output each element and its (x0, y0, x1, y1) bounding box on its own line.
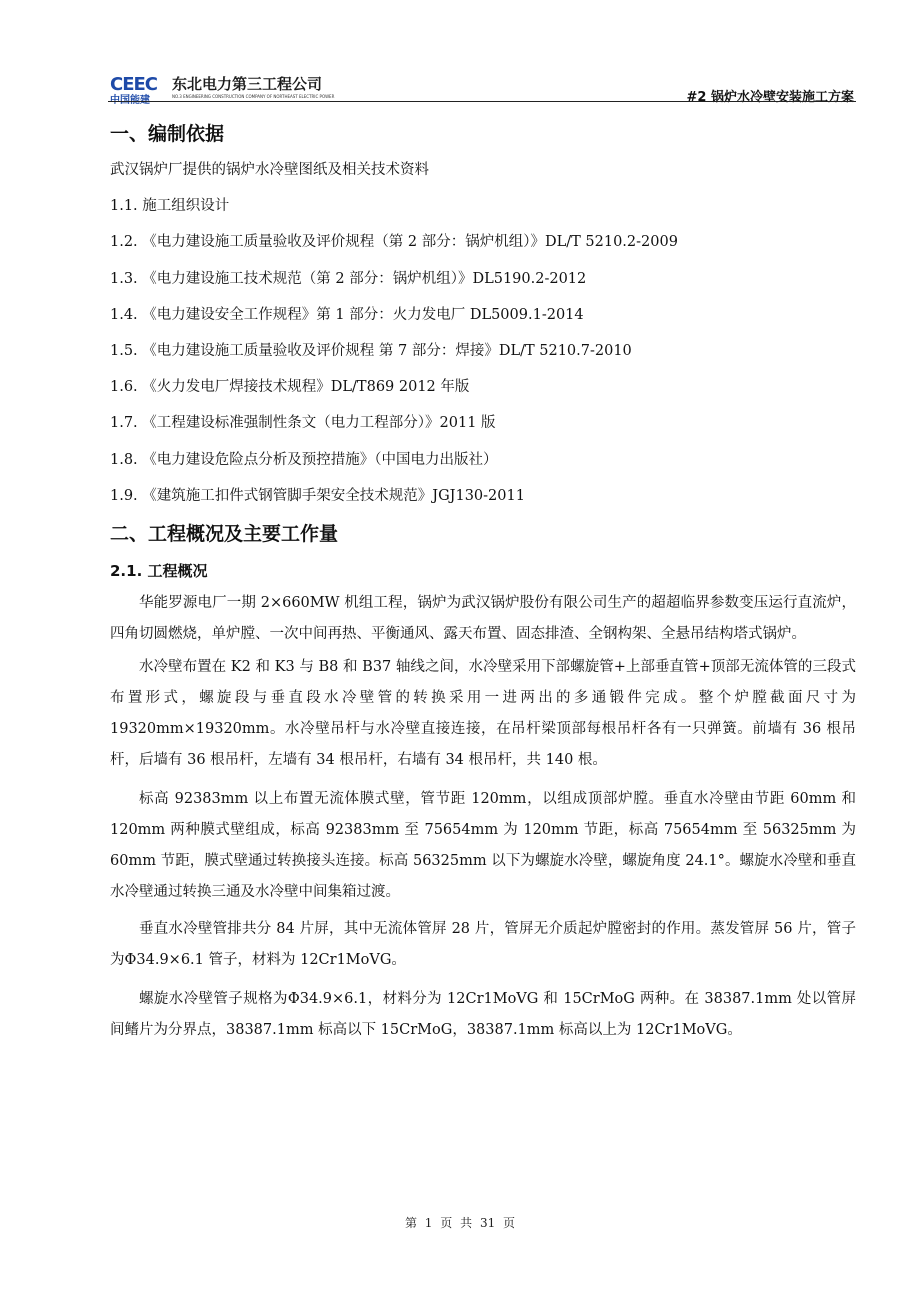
section-heading-2: 二、工程概况及主要工作量 (110, 523, 339, 546)
document-title: #2 锅炉水冷壁安装施工方案 (686, 90, 854, 105)
paragraph: 垂直水冷壁管排共分 84 片屏，其中无流体管屏 28 片，管屏无介质起炉膛密封的作用。蒸发管屏 56 片，管子为Φ34.9×6.1 管子，材料为 12Cr1MoVG。 (110, 921, 856, 969)
paragraph: 螺旋水冷壁管子规格为Φ34.9×6.1，材料分为 12Cr1MoVG 和 15CrMoG 两种。在 38387.1mm 处以管屏间鳍片为分界点，38387.1mm 标高以下 15CrMoG，38387.1mm 标高以上为 12Cr1MoVG。 (110, 991, 856, 1039)
company-name: 东北电力第三工程公司 (172, 75, 323, 93)
reference-item: 1.5. 《电力建设施工质量验收及评价规程 第 7 部分：焊接》DL/T 5210.7-2010 (110, 343, 632, 360)
basis-intro: 武汉锅炉厂提供的锅炉水冷壁图纸及相关技术资料 (110, 162, 429, 178)
reference-list (110, 188, 856, 514)
paragraph: 华能罗源电厂一期 2×660MW 机组工程，锅炉为武汉锅炉股份有限公司生产的超超临界参数变压运行直流炉，四角切圆燃烧，单炉膛、一次中间再热、平衡通风、露天布置、固态排渣、全钢构架、全悬吊结构塔式锅炉。 (110, 595, 856, 643)
reference-item: 1.7. 《工程建设标准强制性条文（电力工程部分）》2011 版 (110, 415, 496, 432)
company-name-en: NO.3 ENGINEERING CONSTRUCTION COMPANY OF NORTHEAST ELECTRIC POWER (172, 94, 335, 99)
total-unit: 页 (503, 1216, 516, 1230)
subsection-heading: 2.1. 工程概况 (110, 562, 208, 581)
company-logo (108, 72, 348, 106)
reference-item: 1.2. 《电力建设施工质量验收及评价规程（第 2 部分：锅炉机组）》DL/T 5210.2-2009 (110, 234, 678, 251)
reference-item: 1.4. 《电力建设安全工作规程》第 1 部分：火力发电厂 DL5009.1-2014 (110, 306, 584, 323)
page-label: 第 (404, 1216, 417, 1230)
page-body (110, 118, 856, 1046)
reference-item: 1.6. 《火力发电厂焊接技术规程》DL/T869 2012 年版 (110, 379, 470, 396)
total-label: 共 (460, 1216, 473, 1230)
paragraph: 标高 92383mm 以上布置无流体膜式壁，管节距 120mm，以组成顶部炉膛。垂直水冷壁由节距 60mm 和 120mm 两种膜式壁组成，标高 92383mm 至 75654mm 为 120mm 节距，标高 75654mm 至 56325mm 为 60mm 节距，膜式壁通过转换接头连接。标高 56325mm 以下为螺旋水冷壁，螺旋角度 24.1°。螺旋水冷壁和垂直水冷壁通过转换三通及水冷壁中间集箱过渡。 (110, 791, 856, 901)
paragraph: 水冷壁布置在 K2 和 K3 与 B8 和 B37 轴线之间，水冷壁采用下部螺旋管+上部垂直管+顶部无流体管的三段式布置形式，螺旋段与垂直段水冷壁管的转换采用一进两出的多通锻件完成。整个炉膛截面尺寸为 19320mm×19320mm。水冷壁吊杆与水冷壁直接连接，在吊杆梁顶部每根吊杆各有一只弹簧。前墙有 36 根吊杆，后墙有 36 根吊杆，左墙有 34 根吊杆，右墙有 34 根吊杆，共 140 根。 (110, 659, 856, 769)
reference-item: 1.8. 《电力建设危险点分析及预控措施》（中国电力出版社） (110, 451, 498, 468)
reference-item: 1.3. 《电力建设施工技术规范（第 2 部分：锅炉机组）》DL5190.2-2012 (110, 270, 587, 287)
header-rule (108, 101, 856, 102)
section-heading-1: 一、编制依据 (110, 123, 225, 145)
page-unit: 页 (440, 1216, 453, 1230)
page-footer (0, 1214, 920, 1231)
logo-mark-text: CEEC (110, 74, 158, 95)
page-number: 1 (424, 1216, 433, 1230)
logo-subtitle: 中国能建 (110, 95, 150, 106)
reference-item: 1.9. 《建筑施工扣件式钢管脚手架安全技术规范》JGJ130-2011 (110, 487, 525, 504)
reference-item: 1.1. 施工组织设计 (110, 198, 230, 215)
total-pages: 31 (479, 1216, 496, 1230)
